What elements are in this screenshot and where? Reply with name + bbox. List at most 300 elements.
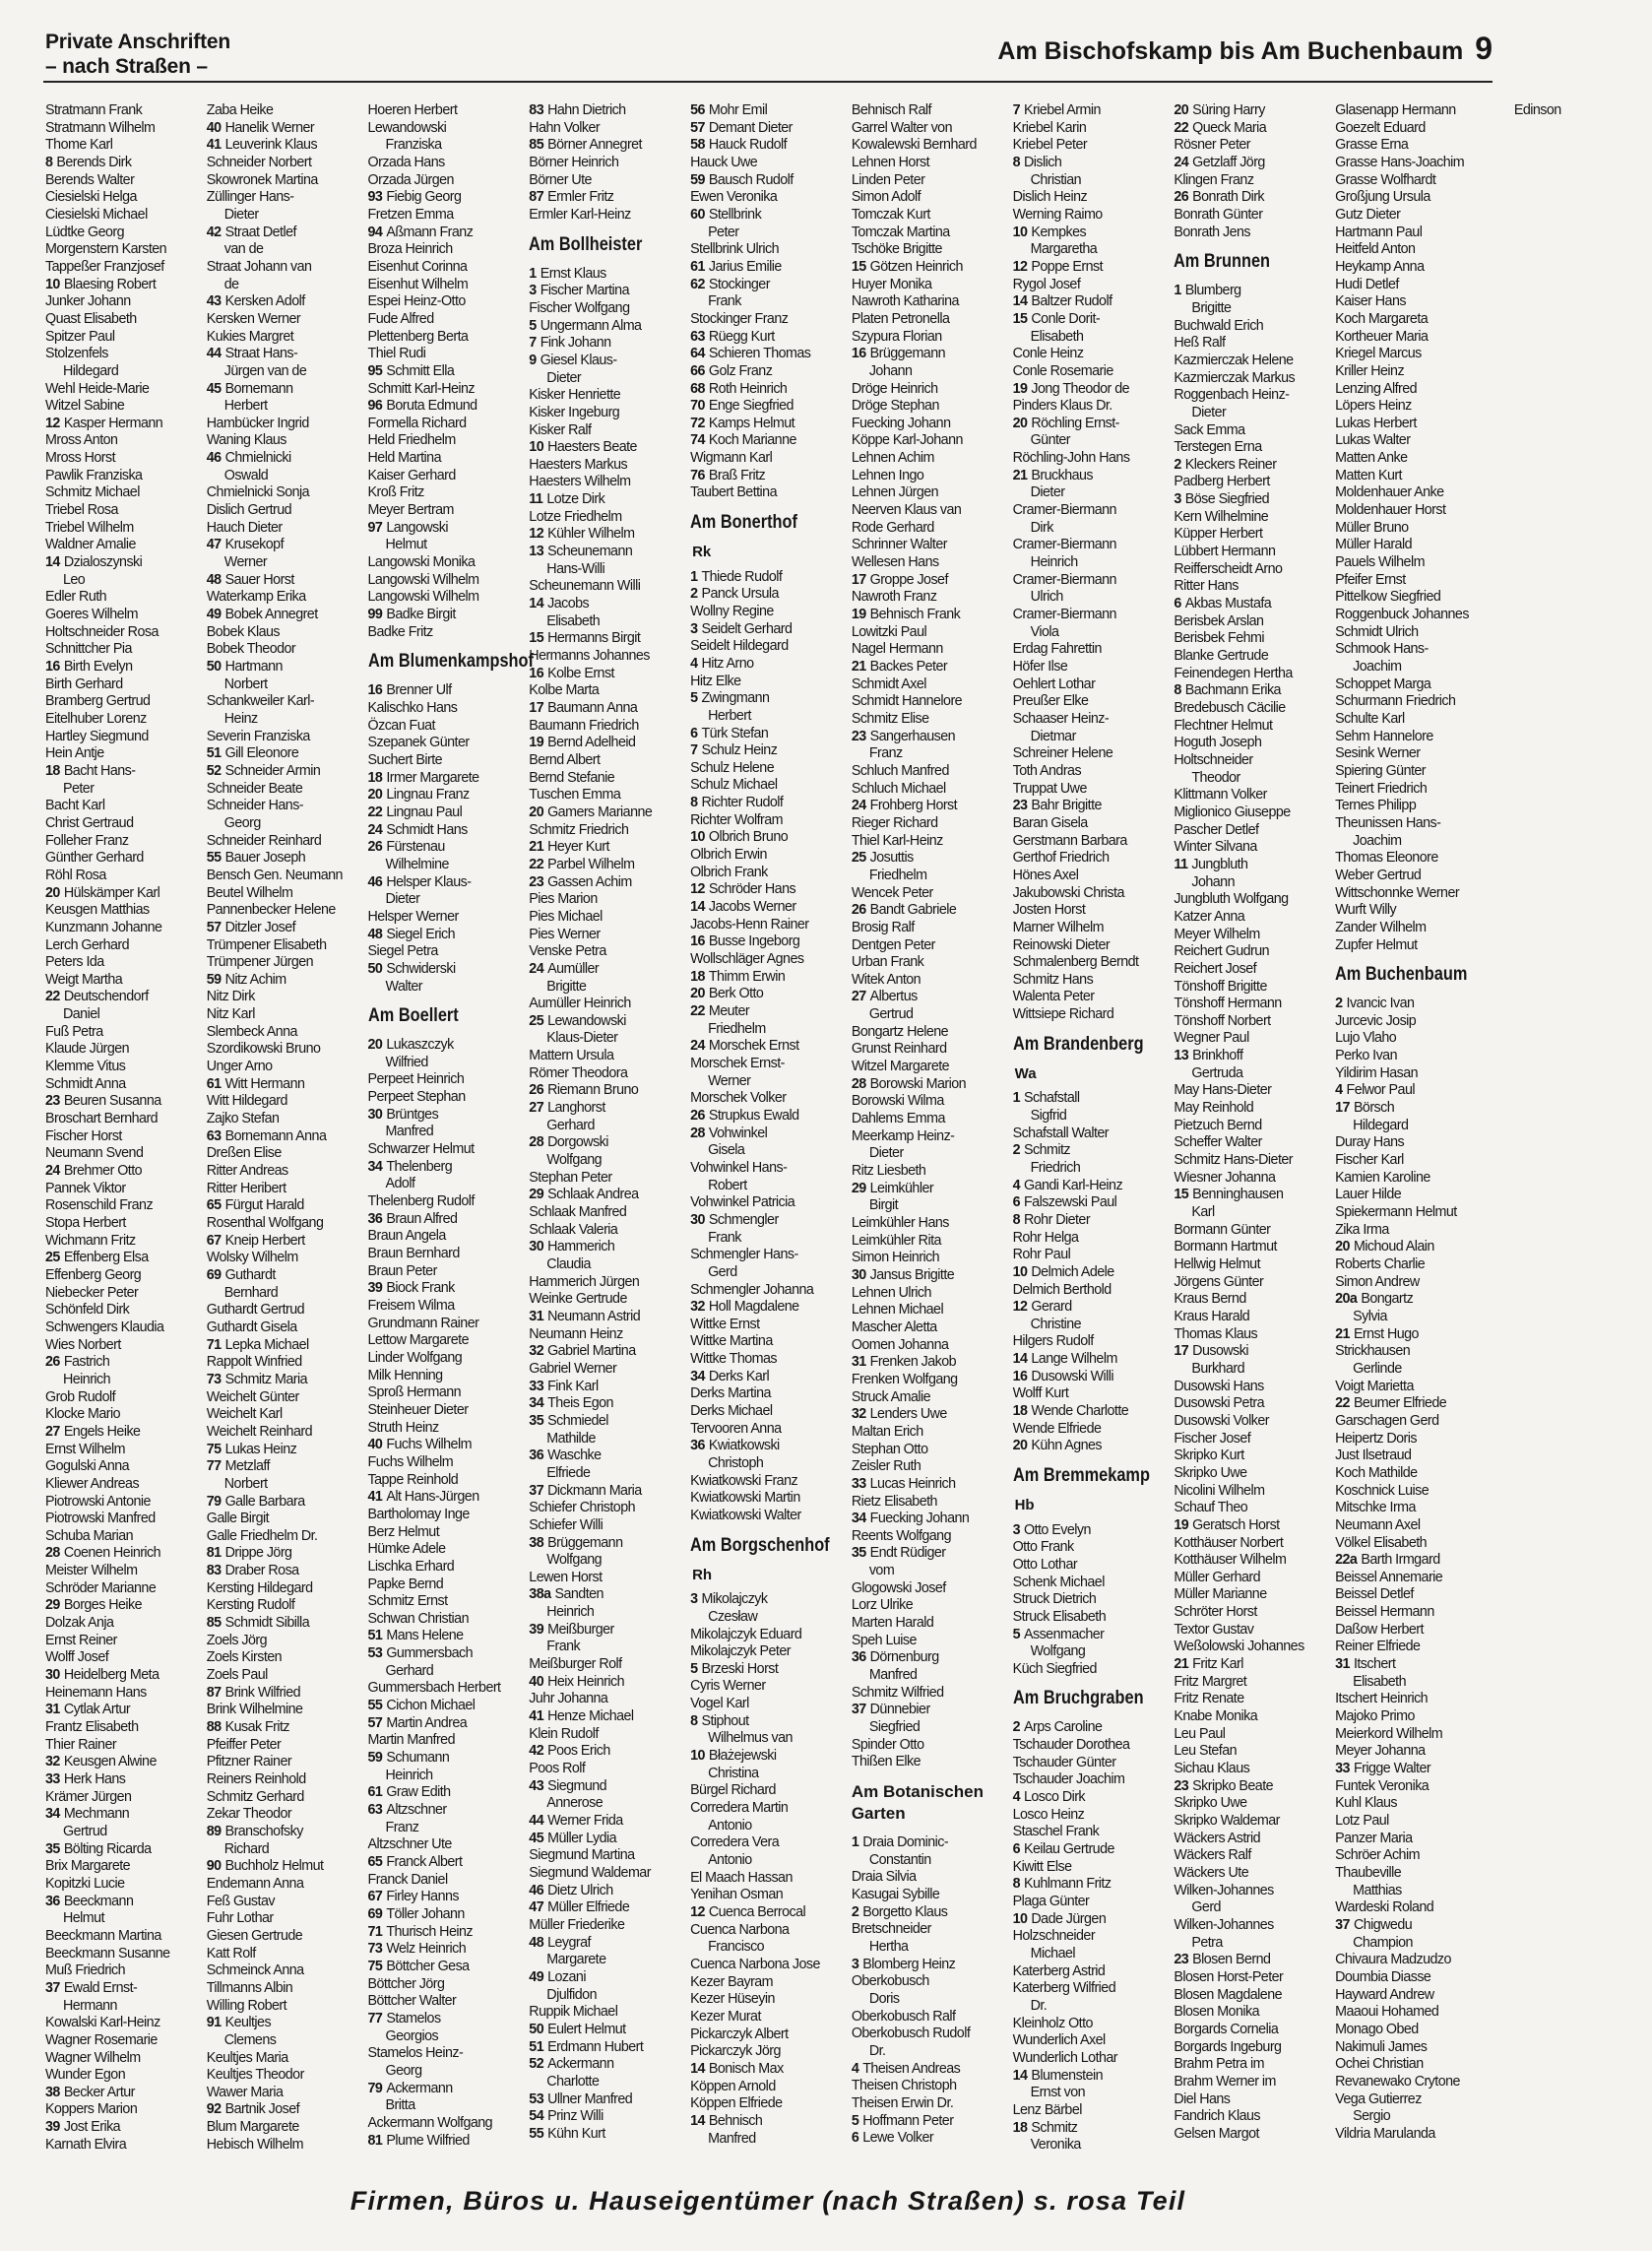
resident-entry: Karl — [1191, 1204, 1215, 1221]
resident-entry: Bonrath Jens — [1174, 224, 1251, 240]
resident-entry: Wunder Egon — [45, 2067, 126, 2084]
house-number: 23 — [851, 728, 866, 744]
resident-entry: 34 Mechmann — [45, 1806, 130, 1823]
house-number: 22 — [1335, 1395, 1350, 1412]
house-number: 20 — [45, 884, 60, 901]
resident-entry: Plettenberg Berta — [367, 328, 469, 345]
house-number: 29 — [529, 1187, 544, 1203]
resident-entry: Fuß Petra — [45, 1023, 103, 1040]
section-label — [45, 30, 230, 79]
resident-entry: Langowski Wilhelm — [367, 589, 479, 606]
house-number: 24 — [690, 1038, 705, 1055]
house-number: 8 — [1174, 682, 1181, 699]
house-number: 90 — [206, 1858, 222, 1875]
resident-entry: 25 Lewandowski — [529, 1012, 626, 1029]
resident-entry: 41 Leuverink Klaus — [206, 137, 318, 154]
house-number: 19 — [1174, 1516, 1189, 1533]
resident-entry: Wegner Paul — [1174, 1030, 1249, 1047]
resident-entry: Bacht Karl — [45, 798, 105, 814]
resident-entry: Bernd Stefanie — [529, 769, 615, 786]
resident-entry: Zeisler Ruth — [851, 1458, 921, 1475]
house-number: 60 — [690, 206, 705, 223]
resident-entry: Pickarczyk Jörg — [690, 2043, 781, 2060]
resident-entry: 5 Assenmacher — [1012, 1626, 1105, 1642]
resident-entry: Kezer Murat — [690, 2008, 761, 2025]
resident-entry: Gummersbach Herbert — [367, 1680, 501, 1697]
house-number: 12 — [1012, 258, 1028, 275]
house-number: 81 — [367, 2132, 383, 2149]
resident-entry: Schmook Hans- — [1335, 641, 1429, 658]
section-label-line1: Private Anschriften — [45, 31, 230, 53]
resident-entry: Kalischko Hans — [367, 700, 458, 716]
resident-entry: Marten Harald — [851, 1615, 934, 1632]
resident-entry: Christian — [1030, 171, 1082, 188]
house-number: 57 — [206, 919, 222, 935]
house-number: 7 — [690, 742, 698, 759]
resident-entry: Schneider Hans- — [206, 798, 304, 814]
resident-entry: Köppen Arnold — [690, 2078, 776, 2094]
resident-entry: 30 Heidelberg Meta — [45, 1667, 159, 1684]
resident-entry: Haesters Wilhelm — [529, 474, 631, 490]
house-number: 32 — [529, 1343, 544, 1360]
house-number: 50 — [529, 2021, 544, 2037]
house-number: 20 — [367, 1037, 383, 1054]
resident-entry: Heinemann Hans — [45, 1684, 147, 1701]
resident-entry: 55 Kühn Kurt — [529, 2125, 605, 2142]
resident-entry: 20 Röchling Ernst- — [1012, 415, 1119, 431]
resident-entry: 1 Schafstall — [1012, 1090, 1080, 1107]
house-number: 20 — [1012, 1438, 1028, 1454]
house-number: 19 — [529, 735, 544, 751]
resident-entry: Mascher Aletta — [851, 1318, 937, 1335]
resident-entry: Tomczak Martina — [851, 224, 950, 240]
resident-entry: 20 Kühn Agnes — [1012, 1438, 1103, 1454]
resident-entry: 40 Fuchs Wilhelm — [367, 1437, 472, 1453]
house-number: 36 — [690, 1438, 705, 1454]
resident-entry: Böttcher Jörg — [367, 1975, 445, 1992]
house-number: 33 — [45, 1771, 60, 1787]
resident-entry: Böttcher Walter — [367, 1993, 457, 2010]
resident-entry: Fischer Wolfgang — [529, 299, 630, 316]
resident-entry: Grunst Reinhard — [851, 1041, 947, 1058]
house-number: 30 — [45, 1667, 60, 1684]
house-number: 65 — [367, 1854, 383, 1870]
resident-entry: Franz — [868, 745, 903, 762]
resident-entry: Wittke Martina — [690, 1333, 773, 1350]
resident-entry: Schröer Achim — [1335, 1847, 1420, 1864]
resident-entry: Thiel Karl-Heinz — [851, 832, 943, 849]
resident-entry: Pannek Viktor — [45, 1180, 126, 1196]
resident-entry: Blosen Monika — [1174, 2004, 1259, 2021]
resident-entry: Richter Wolfram — [690, 811, 784, 828]
resident-entry: Werner — [708, 1072, 751, 1089]
house-number: 44 — [529, 1813, 544, 1829]
house-number: 97 — [367, 519, 383, 536]
resident-entry: Reichert Gudrun — [1174, 943, 1270, 960]
resident-entry: Lotz Paul — [1335, 1813, 1389, 1829]
resident-entry: Olbrich Erwin — [690, 847, 767, 864]
house-number: 52 — [529, 2056, 544, 2073]
house-number: 63 — [206, 1127, 222, 1144]
resident-entry: Spiering Günter — [1335, 762, 1427, 779]
resident-entry: Garrel Walter von — [851, 119, 952, 136]
resident-entry: Katt Rolf — [206, 1945, 256, 1962]
resident-entry: Sesink Werner — [1335, 745, 1421, 762]
resident-entry: 51 Gill Eleonore — [206, 745, 299, 762]
resident-entry: Wawer Maria — [206, 2084, 284, 2100]
resident-entry: Revanewako Crytone — [1335, 2073, 1460, 2090]
resident-entry: Katerberg Wilfried — [1012, 1980, 1116, 1997]
resident-entry: Meyer Johanna — [1335, 1743, 1426, 1760]
resident-entry: Bernd Albert — [529, 751, 601, 768]
resident-entry: Keusgen Matthias — [45, 902, 150, 919]
resident-entry: Gerlinde — [1353, 1360, 1402, 1377]
resident-entry: Börner Heinrich — [529, 154, 619, 170]
resident-entry: Fischer Horst — [45, 1127, 122, 1144]
resident-entry: Lauer Hilde — [1335, 1187, 1402, 1203]
resident-entry: Rieger Richard — [851, 814, 938, 831]
resident-entry: Zajko Stefan — [206, 1111, 280, 1127]
resident-entry: Petra — [1191, 1934, 1223, 1951]
house-number: 43 — [529, 1777, 544, 1794]
house-number: 2 — [1012, 1719, 1020, 1736]
resident-entry: 20 Lukaszczyk — [367, 1037, 454, 1054]
resident-entry: Toth Andras — [1012, 762, 1082, 779]
resident-entry: Witt Hildegard — [206, 1093, 287, 1110]
resident-entry: Daniel — [63, 1006, 100, 1023]
resident-entry: 10 Blaesing Robert — [45, 276, 157, 292]
resident-entry: Werner — [223, 554, 268, 571]
resident-entry: Ulrich — [1030, 589, 1063, 606]
house-number: 21 — [1335, 1325, 1350, 1342]
resident-entry: 17 Groppe Josef — [851, 571, 948, 588]
resident-entry: Klingen Franz — [1174, 171, 1254, 188]
resident-entry: Berisbek Fehmi — [1174, 630, 1264, 647]
resident-entry: Monago Obed — [1335, 2021, 1419, 2037]
resident-entry: Frantz Elisabeth — [45, 1719, 139, 1736]
resident-entry: Fischer Josef — [1174, 1430, 1251, 1447]
resident-entry: Gerd — [708, 1263, 737, 1280]
resident-entry: Krämer Jürgen — [45, 1788, 132, 1805]
resident-entry: Gerhard — [385, 1662, 434, 1679]
house-number: 2 — [1012, 1142, 1020, 1159]
house-number: 16 — [529, 665, 544, 681]
resident-entry: 1 Draia Dominic- — [851, 1834, 949, 1850]
house-number: 19 — [851, 607, 866, 623]
resident-entry: Heinrich — [63, 1371, 111, 1387]
resident-entry: Koch Mathilde — [1335, 1464, 1418, 1481]
resident-entry: Trümpener Elisabeth — [206, 936, 327, 953]
house-number: 67 — [206, 1232, 222, 1249]
resident-entry: 8 Dislich — [1012, 154, 1062, 170]
resident-entry: Braun Bernhard — [367, 1246, 460, 1262]
house-number: 3 — [690, 1591, 698, 1608]
resident-entry: Hauch Dieter — [206, 519, 283, 536]
resident-entry: Nitz Karl — [206, 1006, 255, 1023]
resident-entry: Pietzuch Bernd — [1174, 1117, 1262, 1133]
resident-entry: 12 Kühler Wilhelm — [529, 526, 635, 543]
resident-entry: Mattern Ursula — [529, 1048, 614, 1064]
resident-entry: Waterkamp Erika — [206, 589, 306, 606]
house-number: 31 — [45, 1702, 60, 1718]
resident-entry: 75 Lukas Heinz — [206, 1441, 297, 1457]
resident-entry: Neumann Heinz — [529, 1325, 623, 1342]
resident-entry: 92 Bartnik Josef — [206, 2101, 300, 2118]
resident-entry: 7 Fink Johann — [529, 335, 611, 352]
house-number: 39 — [45, 2119, 60, 2136]
house-number: 61 — [206, 1075, 222, 1092]
resident-entry: Champion — [1353, 1934, 1413, 1951]
resident-entry: Wende Elfriede — [1012, 1420, 1102, 1437]
resident-entry: Joachim — [1353, 832, 1402, 849]
resident-entry: Müller Bruno — [1335, 519, 1409, 536]
resident-entry: Cyris Werner — [690, 1678, 766, 1695]
resident-entry: Waning Klaus — [206, 432, 286, 449]
resident-entry: Moldenhauer Horst — [1335, 502, 1446, 519]
resident-entry: Orzada Jürgen — [367, 171, 454, 188]
resident-entry: Roggenbach Heinz- — [1174, 387, 1290, 404]
house-number: 24 — [367, 821, 383, 838]
resident-entry: Bredebusch Cäcilie — [1174, 700, 1286, 716]
resident-entry: Heinrich — [1030, 554, 1078, 571]
resident-entry: Oberkobusch Ralf — [851, 2008, 956, 2025]
resident-entry: Herbert — [223, 398, 268, 415]
resident-entry: Witzel Margarete — [851, 1059, 950, 1075]
resident-entry: 10 Błażejewski — [690, 1748, 777, 1765]
resident-entry: Schrinner Walter — [851, 537, 947, 553]
resident-entry: Leu Stefan — [1174, 1743, 1238, 1760]
house-number: 37 — [45, 1979, 60, 1996]
resident-entry: Pfeiffer Peter — [206, 1736, 282, 1753]
house-number: 50 — [367, 960, 383, 977]
resident-entry: 49 Lozani — [529, 1968, 586, 1985]
resident-entry: Kisker Henriette — [529, 387, 621, 404]
resident-entry: Preußer Elke — [1012, 693, 1089, 710]
house-number: 26 — [529, 1082, 544, 1099]
resident-entry: Szordikowski Bruno — [206, 1041, 321, 1058]
resident-entry: Oehlert Lothar — [1012, 675, 1096, 692]
resident-entry: Endemann Anna — [206, 1875, 304, 1892]
resident-entry: Wardeski Roland — [1335, 1899, 1434, 1916]
resident-entry: 65 Fürgut Harald — [206, 1197, 304, 1214]
resident-entry: Dröge Heinrich — [851, 380, 938, 397]
resident-entry: Heykamp Anna — [1335, 258, 1425, 275]
resident-entry: Schmitz Wilfried — [851, 1684, 944, 1701]
house-number: 83 — [529, 102, 544, 118]
resident-entry: Knabe Monika — [1174, 1708, 1258, 1725]
resident-entry: Dieter — [868, 1145, 904, 1162]
resident-entry: Conle Rosemarie — [1012, 362, 1113, 379]
resident-entry: Wäckers Astrid — [1174, 1830, 1260, 1846]
resident-entry: Kunzmann Johanne — [45, 919, 162, 935]
resident-entry: Manfred — [868, 1667, 918, 1684]
resident-entry: Christine — [1030, 1316, 1082, 1332]
resident-entry: Beissel Annemarie — [1335, 1569, 1443, 1585]
resident-entry: 28 Coenen Heinrich — [45, 1545, 161, 1562]
resident-entry: 31 Itschert — [1335, 1656, 1396, 1673]
house-number: 87 — [529, 189, 544, 206]
resident-entry: 9 Giesel Klaus- — [529, 352, 617, 368]
resident-entry: 36 Braun Alfred — [367, 1210, 458, 1227]
resident-entry: Draia Silvia — [851, 1869, 917, 1886]
resident-entry: Lehnen Jürgen — [851, 484, 939, 501]
resident-entry: Schnittcher Pia — [45, 641, 132, 658]
resident-entry: Tönshoff Norbert — [1174, 1012, 1271, 1029]
resident-entry: Heinrich — [546, 1604, 595, 1621]
resident-entry: Maaoui Hohamed — [1335, 2004, 1439, 2021]
resident-entry: Braun Angela — [367, 1228, 446, 1245]
resident-entry: Schoppet Marga — [1335, 675, 1431, 692]
resident-entry: Gertrud — [868, 1006, 914, 1023]
resident-entry: 22 Lingnau Paul — [367, 804, 463, 820]
resident-entry: Voigt Marietta — [1335, 1378, 1414, 1394]
resident-entry: Nawroth Katharina — [851, 293, 959, 310]
resident-entry: Baran Gisela — [1012, 814, 1088, 831]
resident-entry: Annerose — [546, 1795, 604, 1812]
resident-entry: Christ Gertraud — [45, 814, 134, 831]
resident-entry: Bartholomay Inge — [367, 1506, 470, 1522]
resident-entry: Pauels Wilhelm — [1335, 554, 1425, 571]
resident-entry: 51 Mans Helene — [367, 1628, 464, 1644]
resident-entry: Ritter Heribert — [206, 1180, 286, 1196]
resident-entry: 22 Queck Maria — [1174, 119, 1267, 136]
resident-entry: 50 Schwiderski — [367, 960, 456, 977]
house-number: 20 — [367, 787, 383, 804]
resident-entry: Platen Petronella — [851, 310, 950, 327]
house-number: 3 — [1012, 1521, 1020, 1538]
resident-entry: 43 Siegmund — [529, 1777, 607, 1794]
resident-entry: Wurft Willy — [1335, 902, 1397, 919]
resident-entry: Langowski Wilhelm — [367, 571, 479, 588]
resident-entry: 33 Frigge Walter — [1335, 1761, 1431, 1777]
resident-entry: Pascher Detlef — [1174, 821, 1259, 838]
resident-entry: Kortheuer Maria — [1335, 328, 1429, 345]
resident-entry: Gerthof Friedrich — [1012, 850, 1110, 867]
resident-entry: Schmitz Michael — [45, 484, 140, 501]
resident-entry: Tschauder Günter — [1012, 1754, 1116, 1770]
resident-entry: 6 Türk Stefan — [690, 725, 769, 741]
resident-entry: 68 Roth Heinrich — [690, 380, 788, 397]
house-number: 49 — [529, 1968, 544, 1985]
resident-entry: Witek Anton — [851, 971, 921, 988]
resident-entry: Dr. — [868, 2042, 886, 2059]
resident-entry: 75 Böttcher Gesa — [367, 1958, 470, 1974]
resident-entry: Weßolowski Johannes — [1174, 1639, 1304, 1655]
resident-entry: Bonrath Günter — [1174, 206, 1263, 223]
resident-entry: Schlaak Valeria — [529, 1221, 618, 1238]
resident-entry: Witzel Sabine — [45, 398, 125, 415]
resident-entry: Vohwinkel Patricia — [690, 1194, 795, 1211]
house-number: 10 — [690, 1748, 705, 1765]
resident-entry: Elisabeth — [1030, 328, 1084, 345]
resident-entry: Margarete — [546, 1952, 606, 1968]
resident-entry: 83 Draber Rosa — [206, 1563, 299, 1579]
resident-entry: Edinson — [1513, 102, 1561, 118]
house-number: 46 — [206, 450, 222, 467]
resident-entry: Cramer-Biermann — [1012, 502, 1116, 519]
resident-entry: Lerch Gerhard — [45, 936, 130, 953]
resident-entry: 81 Plume Wilfried — [367, 2132, 470, 2149]
resident-entry: Neerven Klaus van — [851, 502, 962, 519]
resident-entry: Siegmund Waldemar — [529, 1864, 651, 1881]
resident-entry: 6 Falszewski Paul — [1012, 1194, 1117, 1211]
resident-entry: Karnath Elvira — [45, 2136, 127, 2153]
resident-entry: 53 Gummersbach — [367, 1645, 474, 1662]
resident-entry: Doris — [868, 1990, 900, 2007]
house-number: 14 — [690, 2060, 705, 2077]
resident-entry: Kiwitt Else — [1012, 1858, 1072, 1875]
resident-entry: Weber Gertrud — [1335, 867, 1422, 883]
resident-entry: Hartmann Paul — [1335, 224, 1423, 240]
resident-entry: Grasse Hans-Joachim — [1335, 154, 1465, 170]
resident-entry: Sylvia — [1353, 1308, 1387, 1324]
resident-entry: Pies Marion — [529, 891, 598, 908]
resident-entry: Bormann Hartmut — [1174, 1239, 1277, 1255]
resident-entry: Pittelkow Siegfried — [1335, 589, 1441, 606]
resident-entry: Kwiatkowski Martin — [690, 1490, 800, 1507]
resident-entry: Fuhr Lothar — [206, 1910, 274, 1927]
house-number: 47 — [206, 537, 222, 553]
resident-entry: 26 Bandt Gabriele — [851, 902, 957, 919]
resident-entry: 14 Jacobs — [529, 596, 590, 612]
resident-entry: 24 Schmidt Hans — [367, 821, 468, 838]
resident-entry: Hermanns Johannes — [529, 648, 650, 665]
house-number: 73 — [206, 1371, 222, 1387]
resident-entry: Schurmann Friedrich — [1335, 693, 1456, 710]
resident-entry: Tschauder Dorothea — [1012, 1737, 1130, 1754]
resident-entry: 12 Gerard — [1012, 1299, 1072, 1316]
house-number: 14 — [1012, 2067, 1028, 2084]
house-number: 73 — [367, 1941, 383, 1958]
resident-entry: Meerkamp Heinz- — [851, 1127, 955, 1144]
house-number: 23 — [1174, 1952, 1189, 1968]
resident-entry: Nagel Hermann — [851, 641, 943, 658]
resident-entry: 26 Bonrath Dirk — [1174, 189, 1265, 206]
resident-entry: Wollny Regine — [690, 603, 774, 619]
house-number: 58 — [690, 137, 705, 154]
resident-entry: Kisker Ralf — [529, 421, 592, 438]
resident-entry: 52 Schneider Armin — [206, 762, 321, 779]
house-number: 44 — [206, 346, 222, 362]
house-number: 68 — [690, 380, 705, 397]
resident-entry: Otto Frank — [1012, 1539, 1074, 1556]
resident-entry: Simon Andrew — [1335, 1273, 1420, 1290]
resident-entry: Schulz Michael — [690, 777, 778, 794]
house-number: 10 — [1012, 224, 1028, 240]
resident-entry: Schönfeld Dirk — [45, 1302, 130, 1318]
resident-entry: 16 Brenner Ulf — [367, 682, 452, 699]
house-number: 18 — [45, 762, 60, 779]
resident-entry: 4 Losco Dirk — [1012, 1789, 1086, 1806]
resident-entry: Dieter — [1191, 404, 1227, 420]
house-number: 59 — [206, 971, 222, 988]
resident-entry: 23 Gassen Achim — [529, 873, 632, 890]
resident-entry: Keultjes Theodor — [206, 2067, 304, 2084]
house-number: 59 — [367, 1750, 383, 1767]
resident-entry: Morgenstern Karsten — [45, 241, 167, 258]
resident-entry: Skripko Uwe — [1174, 1795, 1247, 1812]
resident-entry: Kwiatkowski Walter — [690, 1508, 801, 1524]
house-number: 14 — [529, 596, 544, 612]
resident-entry: Berends Walter — [45, 171, 135, 188]
resident-entry: Margaretha — [1030, 241, 1098, 258]
resident-entry: Vildria Marulanda — [1335, 2125, 1435, 2142]
resident-entry: Sehm Hannelore — [1335, 728, 1433, 744]
resident-entry: 21 Bruckhaus — [1012, 467, 1094, 483]
resident-entry: Johann — [868, 362, 913, 379]
resident-entry: Roggenbuck Johannes — [1335, 607, 1469, 623]
house-number: 48 — [206, 571, 222, 588]
